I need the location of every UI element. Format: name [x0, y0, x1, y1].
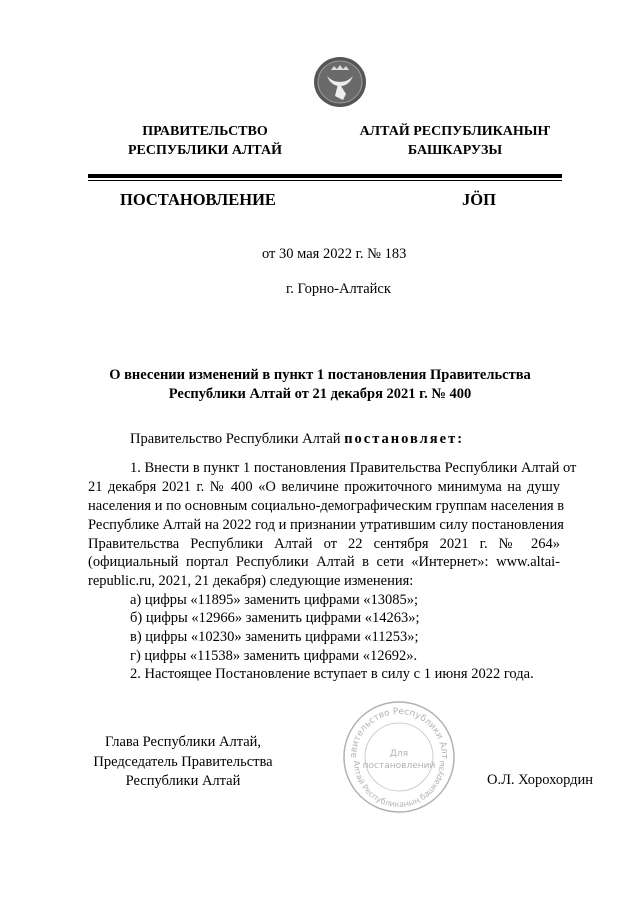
signature-position — [78, 733, 288, 792]
title-line: О внесении изменений в пункт 1 постановления Правительства — [109, 367, 531, 383]
body-line: Республике Алтай на 2022 год и признании утратившим силу постановления — [88, 517, 564, 533]
header-right — [355, 122, 555, 160]
coat-of-arms-emblem — [313, 56, 367, 113]
body-line: населения и по основным социально-демографическим группам населения в — [88, 498, 565, 514]
body-line: (официальный портал Республики Алтай в сети «Интернет»: www.altai- — [88, 554, 560, 570]
header-left — [105, 122, 305, 160]
body-line: republic.ru, 2021, 21 декабря) следующие изменения: — [88, 573, 414, 589]
stamp-outer-top: авительство Республики Алт — [348, 706, 450, 760]
position-line: Глава Республики Алтай, — [104, 734, 262, 750]
body-line: б) цифры «12966» заменить цифрами «14263»; — [130, 610, 420, 626]
header-divider-thin — [88, 180, 562, 181]
preamble-verb: постановляет: — [344, 431, 465, 447]
body-line: 2. Настоящее Постановление вступает в силу с 1 июня 2022 года. — [130, 666, 534, 682]
header-left-line: ПРАВИТЕЛЬСТВО — [142, 124, 268, 139]
header-right-line: БАШКАРУЗЫ — [407, 143, 503, 158]
official-stamp — [342, 700, 456, 814]
date-number: от 30 мая 2022 г. № 183 — [262, 246, 407, 262]
preamble — [130, 431, 464, 448]
stamp-outer-bottom: Алтай Республиканың башкарузы — [351, 760, 447, 810]
stamp-center-line: постановлений — [362, 761, 436, 771]
stamp-center-line: Для — [389, 749, 409, 759]
doc-type-left: ПОСТАНОВЛЕНИЕ — [120, 190, 276, 209]
document-title — [60, 366, 580, 404]
body-line: 1. Внести в пункт 1 постановления Правительства Республики Алтай от — [130, 460, 577, 476]
position-line: Республики Алтай — [125, 773, 241, 789]
doc-type-right: JÖП — [462, 190, 496, 209]
header-left-line: РЕСПУБЛИКИ АЛТАЙ — [127, 143, 283, 158]
body-line: в) цифры «10230» заменить цифрами «11253»; — [130, 629, 419, 645]
body-line: а) цифры «11895» заменить цифрами «13085»; — [130, 592, 419, 608]
title-line: Республики Алтай от 21 декабря 2021 г. № 400 — [168, 386, 472, 402]
preamble-text: Правительство Республики Алтай — [130, 431, 341, 447]
signatory-name: О.Л. Хорохордин — [487, 772, 594, 788]
header-divider-thick — [88, 174, 562, 178]
city: г. Горно-Алтайск — [286, 281, 391, 297]
body-line: Правительства Республики Алтай от 22 сентября 2021 г. № 264» — [88, 536, 560, 552]
body-line: 21 декабря 2021 г. № 400 «О величине прожиточного минимума на душу — [88, 479, 560, 495]
body-line: г) цифры «11538» заменить цифрами «12692». — [130, 648, 418, 664]
header-right-line: АЛТАЙ РЕСПУБЛИКАНЫҤ — [359, 124, 551, 139]
position-line: Председатель Правительства — [93, 753, 273, 770]
